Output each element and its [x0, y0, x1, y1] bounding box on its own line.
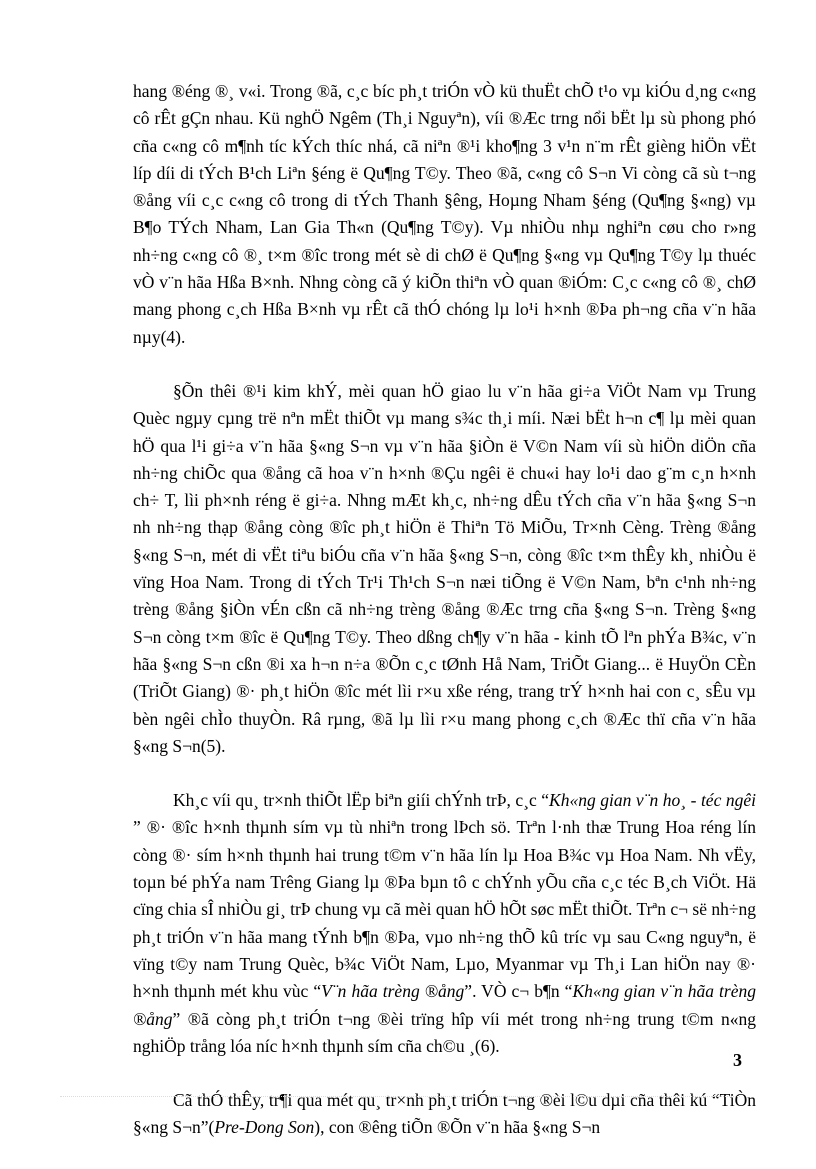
- paragraph-3-italic-3: Kh«ng gian v¨n hãa trèng ®ång: [133, 981, 756, 1029]
- paragraph-3: [133, 787, 756, 1060]
- paragraph-3-text-2: ” ®· ®îc h×nh thµnh sím vµ tù nhiªn trong lÞch sö. Trªn l·nh thæ Trung Hoa réng lín còng ®· sím h×nh thµnh hai trung t©m v¨n hãa lín lµ Hoa B¾c vµ Hoa Nam. Nh vËy, toµn bé phÝa nam Trêng Giang lµ ®Þa bµn tô c chÝnh yÕu cña c¸c téc B¸ch ViÖt. Hä cïng chia sÎ nhiÒu gi¸ trÞ chung vµ cã mèi quan hÖ hÕt søc mËt thiÕt. Trªn c¬ së nh÷ng ph¸t triÓn v¨n hãa mang tÝnh b¶n ®Þa, vµo nh÷ng thÕ kû tríc vµ sau C«ng nguyªn, ë vïng t©y nam Trung Quèc, b¾c ViÖt Nam, Lµo, Myanmar vµ Th¸i Lan hiÖn nay ®· h×nh thµnh mét khu vùc “: [133, 817, 756, 1002]
- page-body: [133, 78, 756, 1169]
- paragraph-3-text-3: ”. VÒ c¬ b¶n “: [464, 981, 573, 1002]
- paragraph-4-italic-1: Pre-Dong Son: [214, 1117, 315, 1138]
- paragraph-3-text-4: ” ®ã còng ph¸t triÓn t¬ng ®èi trïng hîp víi mét trong nh÷ng trung t©m n«ng nghiÖp trång lóa níc h×nh thµnh sím cña ch©u ¸(6).: [133, 1008, 756, 1056]
- paragraph-1: hang ®éng ®¸ v«i. Trong ®ã, c¸c bíc ph¸t triÓn vÒ kü thuËt chÕ t¹o vµ kiÓu d¸ng c«ng cô rÊt gÇn nhau. Kü nghÖ Ngêm (Th¸i Nguyªn), víi ®Æc trng nổi bËt lµ sù phong phó cña c«ng cô m¶nh tíc kÝch thíc nhá, cã niªn ®¹i kho¶ng 3 v¹n n¨m rÊt gièng hiÖn vËt líp díi di tÝch B¹ch Liªn §éng ë Qu¶ng T©y. Theo ®ã, c«ng cô S¬n Vi còng cã sù t¬ng ®ång víi c¸c c«ng cô trong di tÝch Thanh §êng, Hoµng Nham §éng (Qu¶ng §«ng) vµ B¶o TÝch Nham, Lan Gia Th«n (Qu¶ng T©y). Vµ nhiÒu nhµ nghiªn cøu cho r»ng nh÷ng c«ng cô ®¸ t×m ®îc trong mét sè di chØ ë Qu¶ng §«ng vµ Qu¶ng T©y lµ thuéc vÒ v¨n hãa Hßa B×nh. Nhng còng cã ý kiÕn thiªn vÒ quan ®iÓm: C¸c c«ng cô ®¸ chØ mang phong c¸ch Hßa B×nh vµ rÊt cã thÓ chóng lµ lo¹i h×nh ®Þa ph¬ng cña v¨n hãa nµy(4).: [133, 81, 756, 347]
- paragraph-2: §Õn thêi ®¹i kim khÝ, mèi quan hÖ giao lu v¨n hãa gi÷a ViÖt Nam vµ Trung Quèc ngµy cµng trë nªn mËt thiÕt vµ mang s¾c th¸i míi. Næi bËt h¬n c¶ lµ mèi quan hÖ qua l¹i gi÷a v¨n hãa §«ng S¬n vµ v¨n hãa §iÒn ë V©n Nam víi sù hiÖn diÖn cña nh÷ng chiÕc qua ®ång cã hoa v¨n h×nh ®Çu ngêi ë chu«i hay lo¹i dao g¨m c¸n h×nh ch÷ T, lìi ph×nh réng ë gi÷a. Nhng mÆt kh¸c, nh÷ng dÊu tÝch cña v¨n hãa §«ng S¬n nh nh÷ng thạp ®ång còng ®îc ph¸t hiÖn ë Thiªn Tö MiÕu, Tr×nh Cèng. Trèng ®ång §«ng S¬n, mét di vËt tiªu biÓu cña v¨n hãa §«ng S¬n, còng ®îc t×m thÊy kh¸ nhiÒu ë vïng Hoa Nam. Trong di tÝch Tr¹i Th¹ch S¬n næi tiÕng ë V©n Nam, bªn c¹nh nh÷ng trèng ®ång §iÒn vÉn cßn cã nh÷ng trèng ®ång ®Æc trng cña §«ng S¬n. Trèng §«ng S¬n còng t×m ®îc ë Qu¶ng T©y. Theo dßng ch¶y v¨n hãa - kinh tÕ lªn phÝa B¾c, v¨n hãa §«ng S¬n cßn ®i xa h¬n n÷a ®Õn c¸c tØnh Hå Nam, TriÕt Giang... ë HuyÖn CÈn (TriÕt Giang) ®· ph¸t hiÖn ®îc mét lìi r×u xße réng, trang trÝ h×nh hai con c¸ sÊu vµ bèn ngêi chÌo thuyÒn. Râ rµng, ®ã lµ lìi r×u mang phong c¸ch ®Æc thï cña v¨n hãa §«ng S¬n(5).: [133, 380, 756, 756]
- footer-divider: [60, 1096, 740, 1097]
- paragraph-3-text-1: Kh¸c víi qu¸ tr×nh thiÕt lËp biªn giíi chÝnh trÞ, c¸c “: [173, 790, 550, 811]
- page-number: 3: [733, 1050, 742, 1070]
- paragraph-3-italic-1: Kh«ng gian v¨n ho¸ - téc ngêi: [549, 790, 757, 811]
- paragraph-3-italic-2: V¨n hãa trèng ®ång: [321, 981, 465, 1002]
- paragraph-4-text-2: ), con ®êng tiÕn ®Õn v¨n hãa §«ng S¬n: [314, 1117, 601, 1138]
- paragraph-4-text-1: Cã thÓ thÊy, tr¶i qua mét qu¸ tr×nh ph¸t triÓn t¬ng ®èi l©u dµi cña thêi kú “TiÒn §«ng S¬n”(: [133, 1090, 756, 1138]
